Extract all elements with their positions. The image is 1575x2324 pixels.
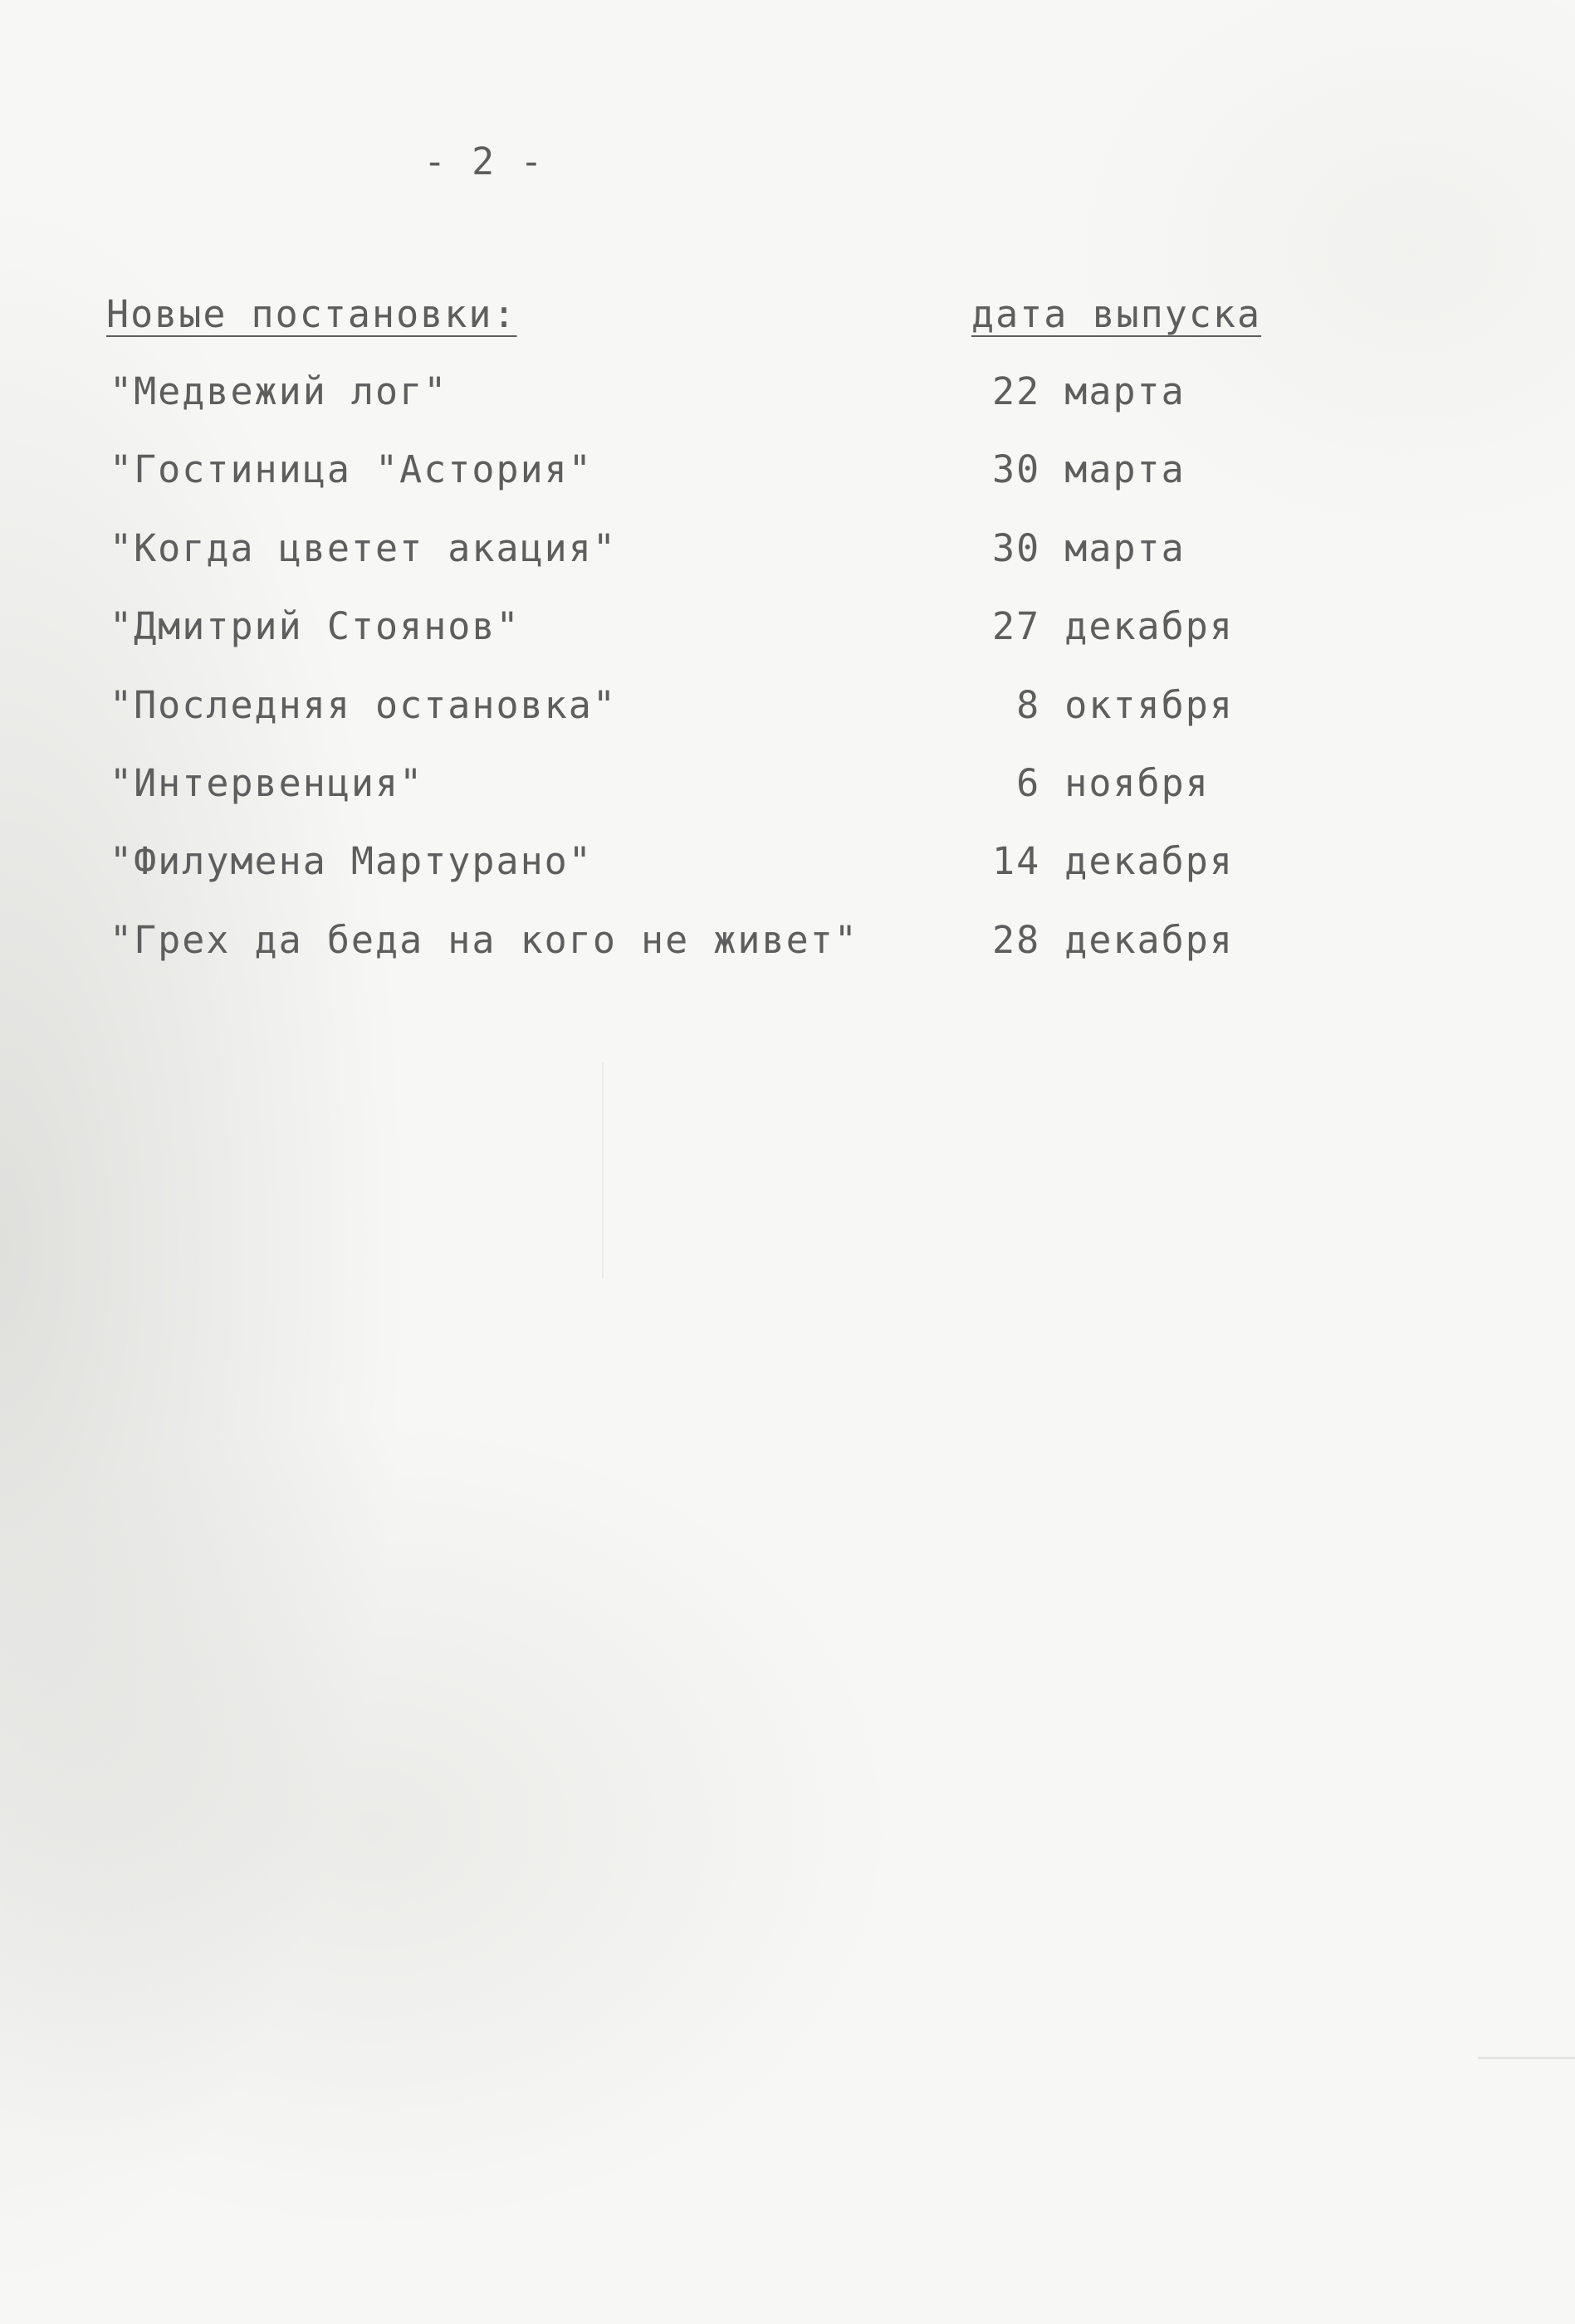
release-date: 28 декабря (992, 918, 1234, 962)
scan-smudge (602, 1062, 604, 1278)
scan-smudge (1478, 2057, 1575, 2059)
production-title: "Гостиница "Астория" (110, 447, 593, 491)
page-number: - 2 - (423, 139, 545, 183)
release-date: 30 марта (992, 447, 1186, 491)
production-title: "Последняя остановка" (110, 683, 617, 727)
release-date: 30 марта (992, 526, 1186, 570)
production-title: "Интервенция" (110, 761, 424, 805)
release-date: 6 ноября (992, 761, 1210, 805)
release-date: 27 декабря (992, 604, 1234, 648)
production-title: "Грех да беда на кого не живет" (110, 918, 858, 962)
release-date: 22 марта (992, 369, 1186, 413)
column-header-productions: Новые постановки: (106, 292, 517, 336)
release-date: 14 декабря (992, 839, 1234, 883)
production-title: "Дмитрий Стоянов" (110, 604, 521, 648)
production-title: "Филумена Мартурано" (110, 839, 593, 883)
release-date: 8 октября (992, 683, 1234, 727)
column-header-release-date: дата выпуска (971, 292, 1262, 336)
production-title: "Медвежий лог" (110, 369, 448, 413)
production-title: "Когда цветет акация" (110, 526, 617, 570)
